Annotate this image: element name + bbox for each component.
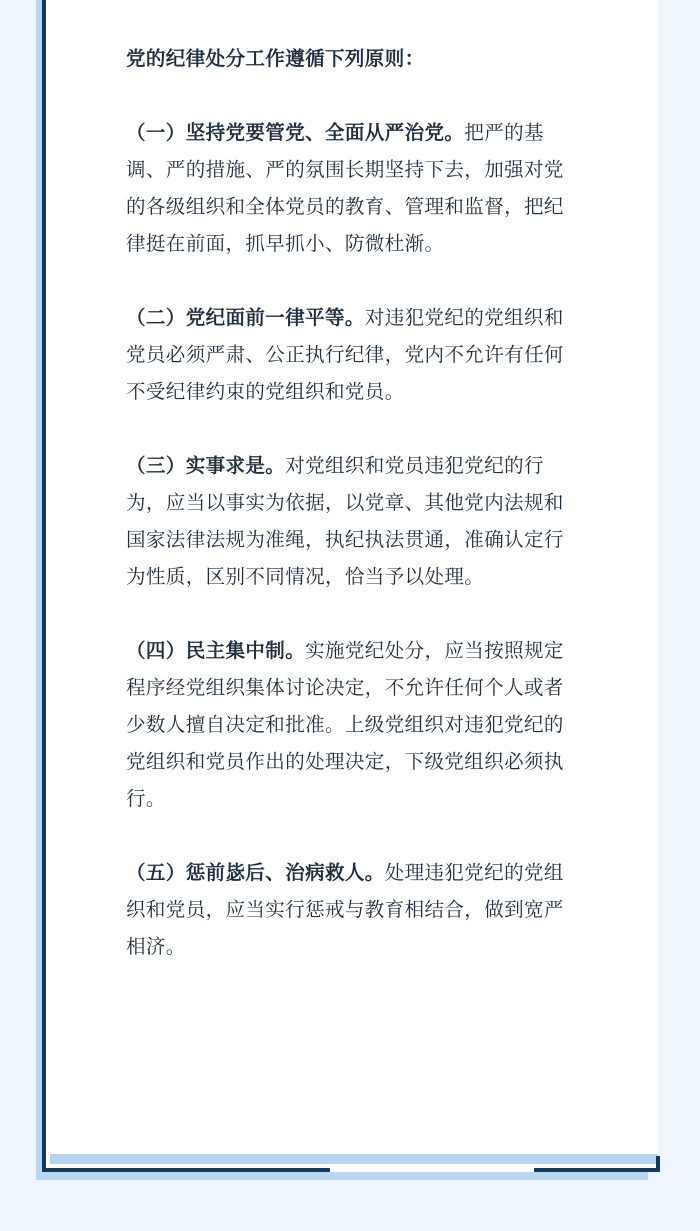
article-content — [126, 40, 578, 1002]
principle-body: 实施党纪处分，应当按照规定程序经党组织集体讨论决定，不允许任何个人或者少数人擅自决定和批准。上级党组织对违犯党纪的党组织和党员作出的处理决定，下级党组织必须执行。 — [126, 639, 564, 810]
principle-title: （三）实事求是。 — [126, 454, 286, 477]
principle-paragraph-2 — [126, 299, 578, 410]
principle-paragraph-3 — [126, 447, 578, 595]
card-bottom-band — [50, 1154, 658, 1164]
principle-title: （四）民主集中制。 — [126, 639, 306, 662]
principle-body: 对党组织和党员违犯党纪的行为，应当以事实为依据，以党章、其他党内法规和国家法律法规为准绳，执纪执法贯通，准确认定行为性质，区别不同情况，恰当予以处理。 — [126, 454, 564, 588]
principle-paragraph-5 — [126, 854, 578, 965]
principle-body: 处理违犯党纪的党组织和党员，应当实行惩戒与教育相结合，做到宽严相济。 — [126, 861, 564, 958]
card-bottom-line-right — [534, 1168, 660, 1172]
principle-body: 对违犯党纪的党组织和党员必须严肃、公正执行纪律，党内不允许有任何不受纪律约束的党组织和党员。 — [126, 306, 564, 403]
card-bottom-line-left — [42, 1168, 330, 1172]
principle-title: （一）坚持党要管党、全面从严治党。 — [126, 121, 465, 144]
principle-paragraph-1 — [126, 114, 578, 262]
principle-paragraph-4 — [126, 632, 578, 817]
principle-body: 把严的基调、严的措施、严的氛围长期坚持下去，加强对党的各级组织和全体党员的教育、管理和监督，把纪律挺在前面，抓早抓小、防微杜渐。 — [126, 121, 564, 255]
principle-title: （五）惩前毖后、治病救人。 — [126, 861, 385, 884]
section-heading: 党的纪律处分工作遵循下列原则： — [126, 47, 425, 70]
principle-title: （二）党纪面前一律平等。 — [126, 306, 365, 329]
card-corner-tick — [656, 1156, 660, 1172]
